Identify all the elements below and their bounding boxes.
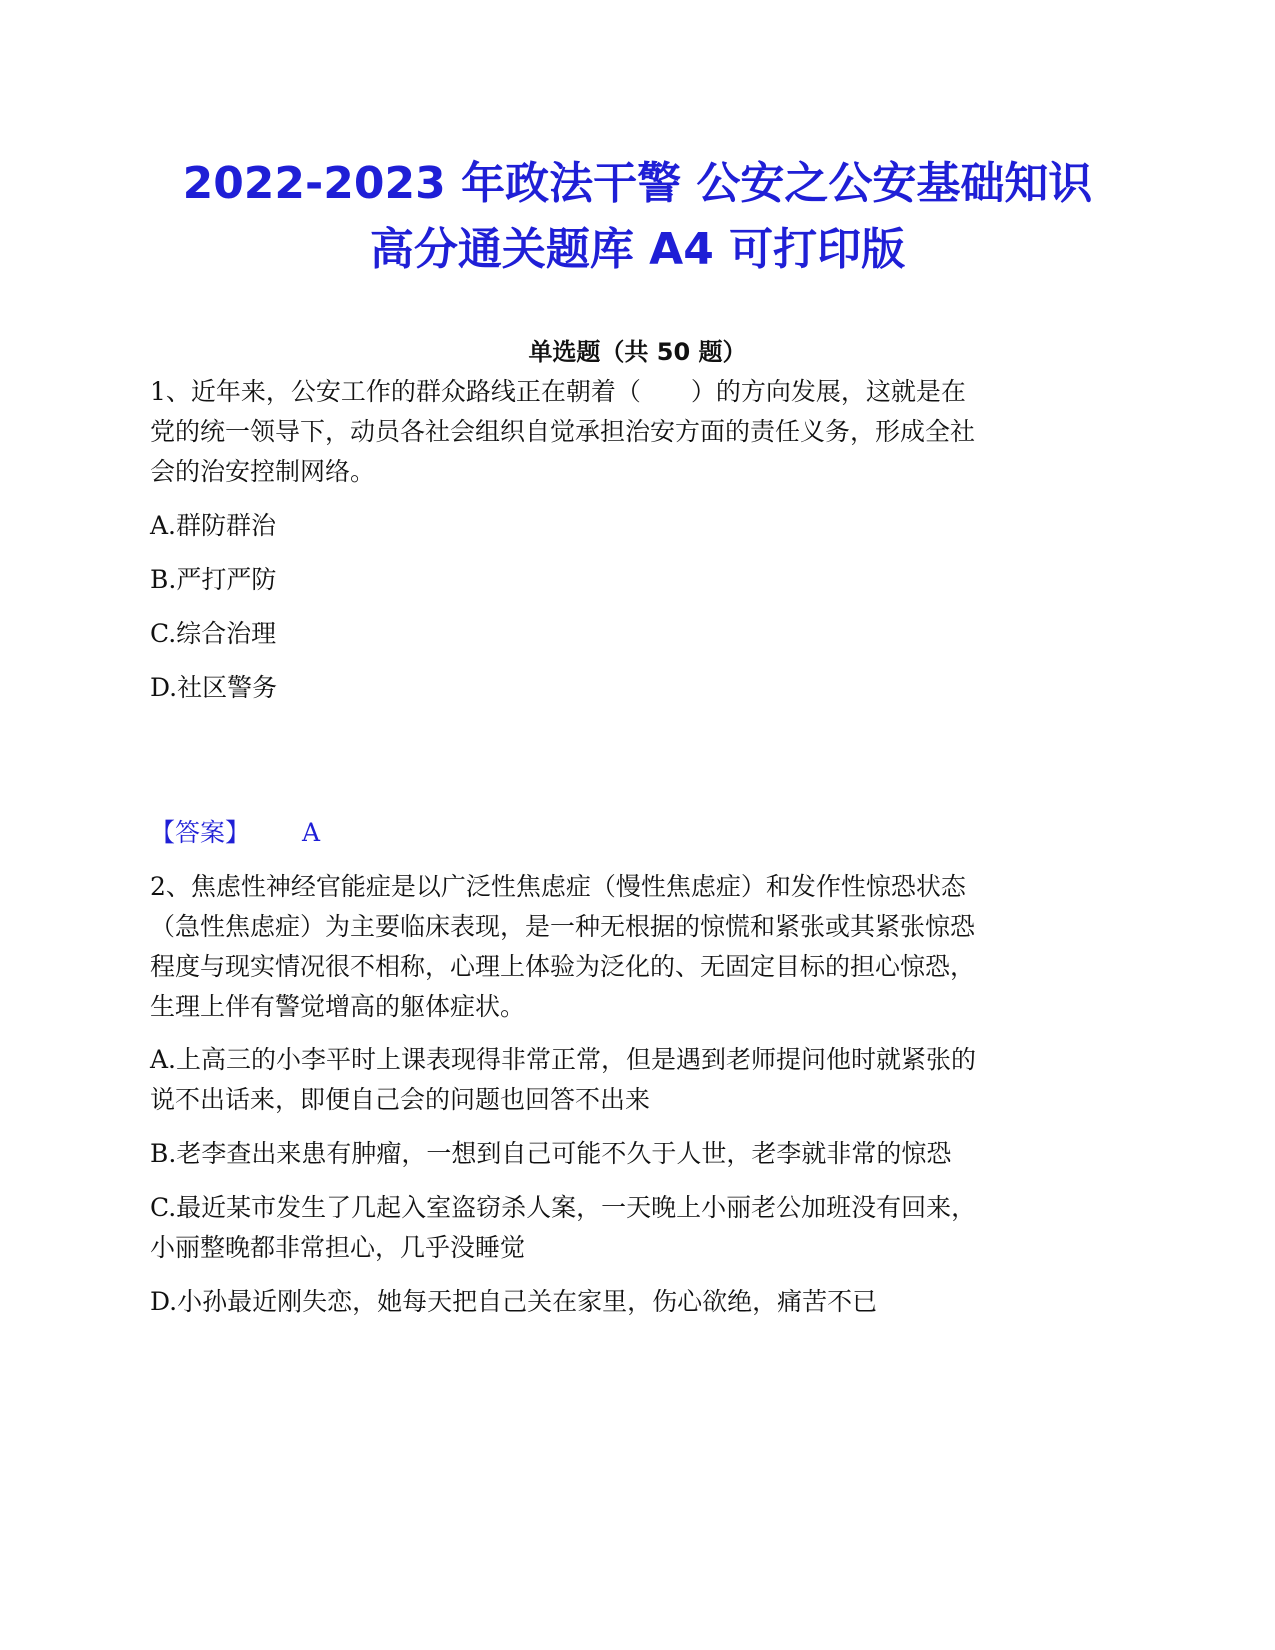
section-heading: 单选题（共 50 题）: [528, 338, 747, 366]
question-2-option-a-line-1: A.上高三的小李平时上课表现得非常正常，但是遇到老师提问他时就紧张的: [150, 1045, 977, 1074]
document-title-line-1: 2022-2023 年政法干警 公安之公安基础知识: [182, 158, 1093, 209]
question-2-stem-line-1: 2、焦虑性神经官能症是以广泛性焦虑症（慢性焦虑症）和发作性惊恐状态: [150, 872, 966, 901]
question-2-option-c-line-1: C.最近某市发生了几起入室盗窃杀人案，一天晚上小丽老公加班没有回来，: [150, 1193, 977, 1222]
question-2-stem-line-3: 程度与现实情况很不相称，心理上体验为泛化的、无固定目标的担心惊恐，: [150, 952, 976, 981]
question-2-option-a-line-2: 说不出话来，即便自己会的问题也回答不出来: [150, 1085, 651, 1114]
question-1-option-c: C.综合治理: [150, 619, 277, 648]
question-1-stem-line-1: 1、近年来，公安工作的群众路线正在朝着（ ）的方向发展，这就是在: [150, 377, 966, 406]
question-2-option-b: B.老李查出来患有肿瘤，一想到自己可能不久于人世，老李就非常的惊恐: [150, 1139, 952, 1168]
question-1-answer: [150, 813, 320, 853]
document-title-line-2: 高分通关题库 A4 可打印版: [369, 224, 906, 275]
question-1-option-b: B.严打严防: [150, 565, 277, 594]
question-2-stem-line-2: （急性焦虑症）为主要临床表现，是一种无根据的惊慌和紧张或其紧张惊恐: [150, 912, 976, 941]
question-2-stem-line-4: 生理上伴有警觉增高的躯体症状。: [150, 992, 526, 1021]
answer-value: A: [302, 818, 321, 847]
question-2-option-d: D.小孙最近刚失恋，她每天把自己关在家里，伤心欲绝，痛苦不已: [150, 1287, 878, 1316]
question-2-option-c-line-2: 小丽整晚都非常担心，几乎没睡觉: [150, 1233, 526, 1262]
question-1-option-a: A.群防群治: [150, 511, 277, 540]
answer-label: 【答案】: [150, 818, 251, 847]
question-1-option-d: D.社区警务: [150, 673, 278, 702]
question-1-stem-line-2: 党的统一领导下，动员各社会组织自觉承担治安方面的责任义务，形成全社: [150, 417, 976, 446]
question-1-stem-line-3: 会的治安控制网络。: [150, 457, 376, 486]
